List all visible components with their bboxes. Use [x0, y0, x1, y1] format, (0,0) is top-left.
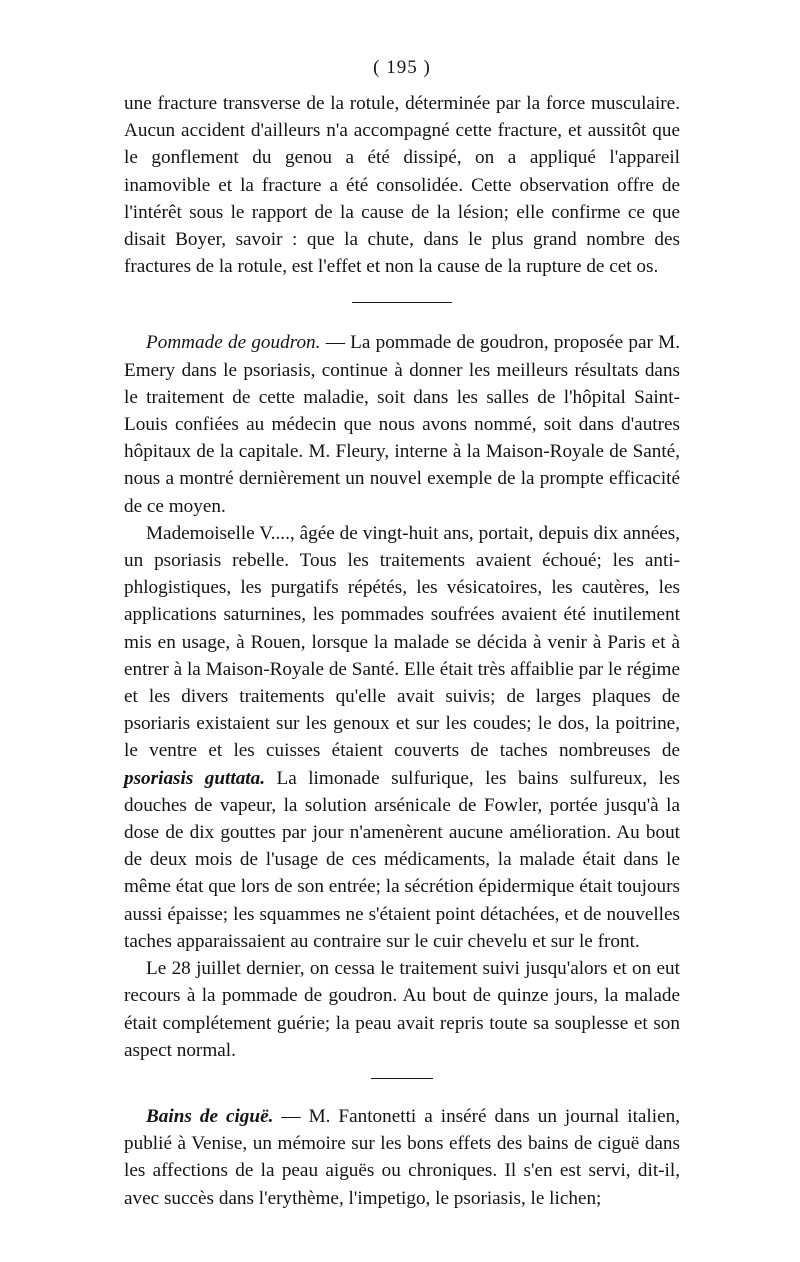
- cigue-section: [124, 1103, 680, 1212]
- continuation-paragraph: une fracture transverse de la rotule, déterminée par la force musculaire. Aucun accident d'ailleurs n'a accompagné cette fracture, et aussitôt que le gonflement du genou a été dissipé, on a appliqué l'appareil inamovible et la fracture a été consolidée. Cette observation offre de l'intérêt sous le rapport de la cause de la lésion; elle confirme ce que disait Boyer, savoir : que la chute, dans le plus grand nombre des fractures de la rotule, est l'effet et non la cause de la rupture de cet os.: [124, 93, 680, 278]
- continuation-section: [124, 90, 680, 280]
- goudron-paragraph-2-before: Mademoiselle V...., âgée de vingt-huit ans, portait, depuis dix années, un psoriasis rebelle. Tous les traitements avaient échoué; les anti-phlogistiques, les purgatifs répétés, les vésicatoires, les cautères, les applications saturnines, les pommades soufrées avaient été inutilement mis en usage, à Rouen, lorsque la malade se décida à venir à Paris et à entrer à la Maison-Royale de Santé. Elle était très affaiblie par le régime et les divers traitements qu'elle avait suivis; de larges plaques de psoriaris existaient sur les genoux et sur les coudes; le dos, la poitrine, le ventre et les cuisses étaient couverts de taches nombreuses de: [124, 522, 680, 762]
- section-divider-short: [371, 1078, 433, 1079]
- goudron-paragraph-2: [124, 520, 680, 955]
- goudron-paragraph-3: Le 28 juillet dernier, on cessa le traitement suivi jusqu'alors et on eut recours à la pommade de goudron. Au bout de quinze jours, la malade était complétement guérie; la peau avait repris toute sa souplesse et son aspect normal.: [124, 958, 680, 1061]
- goudron-paragraph-2-after: La limonade sulfurique, les bains sulfureux, les douches de vapeur, la solution arsénicale de Fowler, portée jusqu'à la dose de dix gouttes par jour n'amenèrent aucune amélioration. Au bout de deux mois de l'usage de ces médicaments, la malade était dans le même état que lors de son entrée; la sécrétion épidermique était toujours aussi épaisse; les squammes ne s'étaient point détachées, et de nouvelles taches apparaissaient au contraire sur le cuir chevelu et sur le front.: [124, 767, 680, 952]
- goudron-section-title: Pommade de goudron.: [146, 332, 321, 354]
- page-number: ( 195 ): [373, 57, 431, 78]
- goudron-paragraph-2-term: psoriasis guttata.: [124, 767, 266, 789]
- cigue-section-title: Bains de ciguë.: [146, 1105, 274, 1127]
- goudron-paragraph-1: [124, 329, 680, 519]
- cigue-paragraph-1-text: — M. Fantonetti a inséré dans un journal italien, publié à Venise, un mémoire sur les bons effets des bains de ciguë dans les affections de la peau aiguës ou chroniques. Il s'en est servi, dit-il, avec succès dans l'erythème, l'impetigo, le psoriasis, le lichen;: [124, 1105, 680, 1209]
- book-page: [124, 56, 680, 1212]
- goudron-paragraph-1-text: — La pommade de goudron, proposée par M. Emery dans le psoriasis, continue à donner les meilleurs résultats dans le traitement de cette maladie, soit dans les salles de l'hôpital Saint-Louis confiées au médecin que nous avons nommé, soit dans d'autres hôpitaux de la capitale. M. Fleury, interne à la Maison-Royale de Santé, nous a montré dernièrement un nouvel exemple de la prompte efficacité de ce moyen.: [124, 332, 680, 517]
- section-divider: [352, 302, 452, 303]
- cigue-paragraph-1: [124, 1103, 680, 1212]
- goudron-section: [124, 329, 680, 1063]
